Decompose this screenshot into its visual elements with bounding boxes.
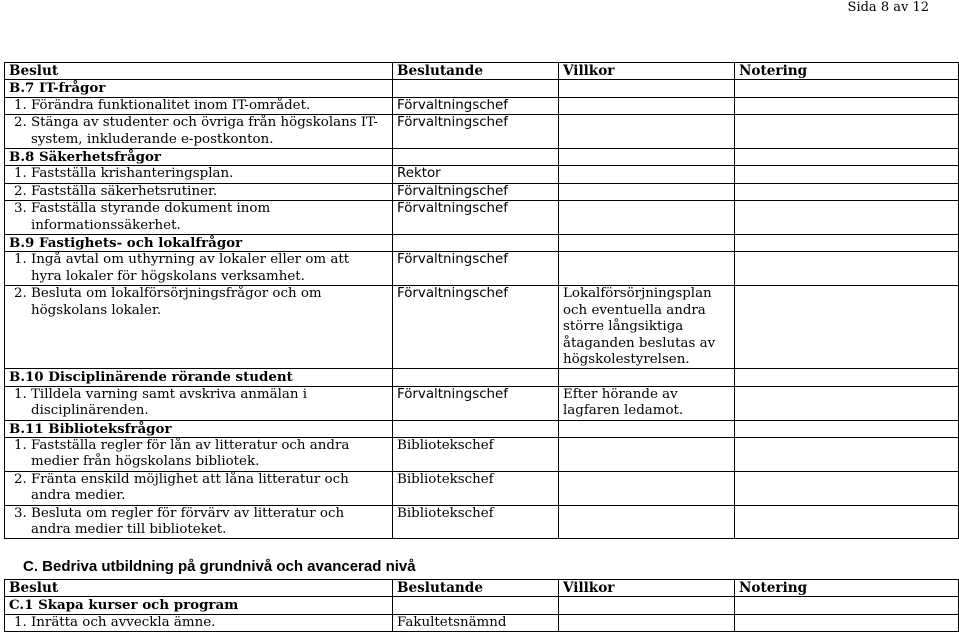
item-villkor (559, 614, 735, 631)
table-header-row (5, 580, 959, 597)
item-number: 2. (14, 115, 27, 131)
header-villkor: Villkor (559, 63, 735, 80)
table-row (5, 252, 959, 286)
section-heading: B.10 Disciplinärende rörande student (5, 369, 393, 386)
item-text: Besluta om lokalförsörjningsfrågor och om högskolans lokaler. (31, 286, 322, 318)
item-text: Fränta enskild möjlighet att låna litteratur och andra medier. (31, 471, 349, 504)
item-text: Förändra funktionalitet inom IT-området. (31, 97, 311, 113)
header-beslut: Beslut (5, 63, 393, 80)
item-beslutande: Förvaltningschef (393, 183, 559, 200)
section-row (5, 235, 959, 252)
item-text: Ingå avtal om uthyrning av lokaler eller om att hyra lokaler för högskolans verksamhet. (31, 252, 350, 284)
item-beslutande: Bibliotekschef (393, 505, 559, 539)
section-row (5, 80, 959, 97)
item-villkor (559, 97, 735, 114)
delegation-table-c (4, 579, 959, 632)
item-villkor (559, 166, 735, 183)
item-beslutande: Bibliotekschef (393, 437, 559, 471)
table-row (5, 471, 959, 505)
item-villkor: Efter hörande av lagfaren ledamot. (559, 386, 735, 420)
section-heading: B.9 Fastighets- och lokalfrågor (5, 235, 393, 252)
item-number: 3. (14, 505, 27, 521)
item-beslutande: Förvaltningschef (393, 115, 559, 149)
table-row (5, 183, 959, 200)
delegation-table-b (4, 62, 959, 539)
section-row (5, 597, 959, 614)
item-villkor (559, 252, 735, 286)
header-beslutande: Beslutande (393, 63, 559, 80)
item-villkor (559, 115, 735, 149)
item-number: 1. (14, 437, 27, 453)
item-number: 2. (14, 286, 27, 302)
section-row (5, 420, 959, 437)
item-villkor (559, 437, 735, 471)
table-row (5, 505, 959, 539)
table-header-row (5, 63, 959, 80)
section-heading: B.11 Biblioteksfrågor (5, 420, 393, 437)
item-beslutande: Förvaltningschef (393, 286, 559, 369)
item-villkor (559, 183, 735, 200)
section-c-heading: C. Bedriva utbildning på grundnivå och avancerad nivå (23, 558, 416, 575)
table-row (5, 386, 959, 420)
item-text: Tilldela varning samt avskriva anmälan i disciplinärenden. (31, 386, 308, 419)
header-notering: Notering (735, 580, 959, 597)
item-number: 1. (14, 386, 27, 402)
table-row (5, 97, 959, 114)
item-beslutande: Förvaltningschef (393, 97, 559, 114)
item-beslutande: Fakultetsnämnd (393, 614, 559, 631)
item-text: Fastställa styrande dokument inom informationssäkerhet. (31, 201, 271, 233)
table-row (5, 286, 959, 369)
item-number: 2. (14, 471, 27, 487)
item-villkor (559, 505, 735, 539)
item-text: Fastställa regler för lån av litteratur och andra medier från högskolans bibliotek. (31, 437, 350, 470)
table-row (5, 437, 959, 471)
header-beslut: Beslut (5, 580, 393, 597)
item-text: Fastställa krishanteringsplan. (31, 166, 234, 182)
item-beslutande: Förvaltningschef (393, 201, 559, 235)
header-villkor: Villkor (559, 580, 735, 597)
item-text: Inrätta och avveckla ämne. (31, 614, 216, 630)
section-row (5, 369, 959, 386)
item-beslutande: Bibliotekschef (393, 471, 559, 505)
header-beslutande: Beslutande (393, 580, 559, 597)
item-text: Stänga av studenter och övriga från högskolans IT-system, inkluderande e-postkonton. (31, 115, 378, 147)
item-number: 1. (14, 252, 27, 268)
item-beslutande: Förvaltningschef (393, 252, 559, 286)
section-row (5, 149, 959, 166)
table-row (5, 166, 959, 183)
item-number: 1. (14, 166, 27, 182)
section-heading: B.7 IT-frågor (5, 80, 393, 97)
item-number: 1. (14, 614, 27, 630)
table-row (5, 115, 959, 149)
item-number: 3. (14, 201, 27, 217)
item-number: 2. (14, 183, 27, 199)
header-notering: Notering (735, 63, 959, 80)
table-row (5, 201, 959, 235)
item-beslutande: Förvaltningschef (393, 386, 559, 420)
item-villkor (559, 201, 735, 235)
item-text: Fastställa säkerhetsrutiner. (31, 183, 218, 199)
section-heading: B.8 Säkerhetsfrågor (5, 149, 393, 166)
item-villkor: Lokalförsörjningsplan och eventuella andra större långsiktiga åtaganden beslutas av högskolestyrelsen. (559, 286, 735, 369)
table-row (5, 614, 959, 631)
item-text: Besluta om regler för förvärv av litteratur och andra medier till biblioteket. (31, 505, 345, 537)
item-villkor (559, 471, 735, 505)
item-number: 1. (14, 97, 27, 113)
item-beslutande: Rektor (393, 166, 559, 183)
page-number-label: Sida 8 av 12 (847, 0, 929, 15)
section-heading: C.1 Skapa kurser och program (5, 597, 393, 614)
